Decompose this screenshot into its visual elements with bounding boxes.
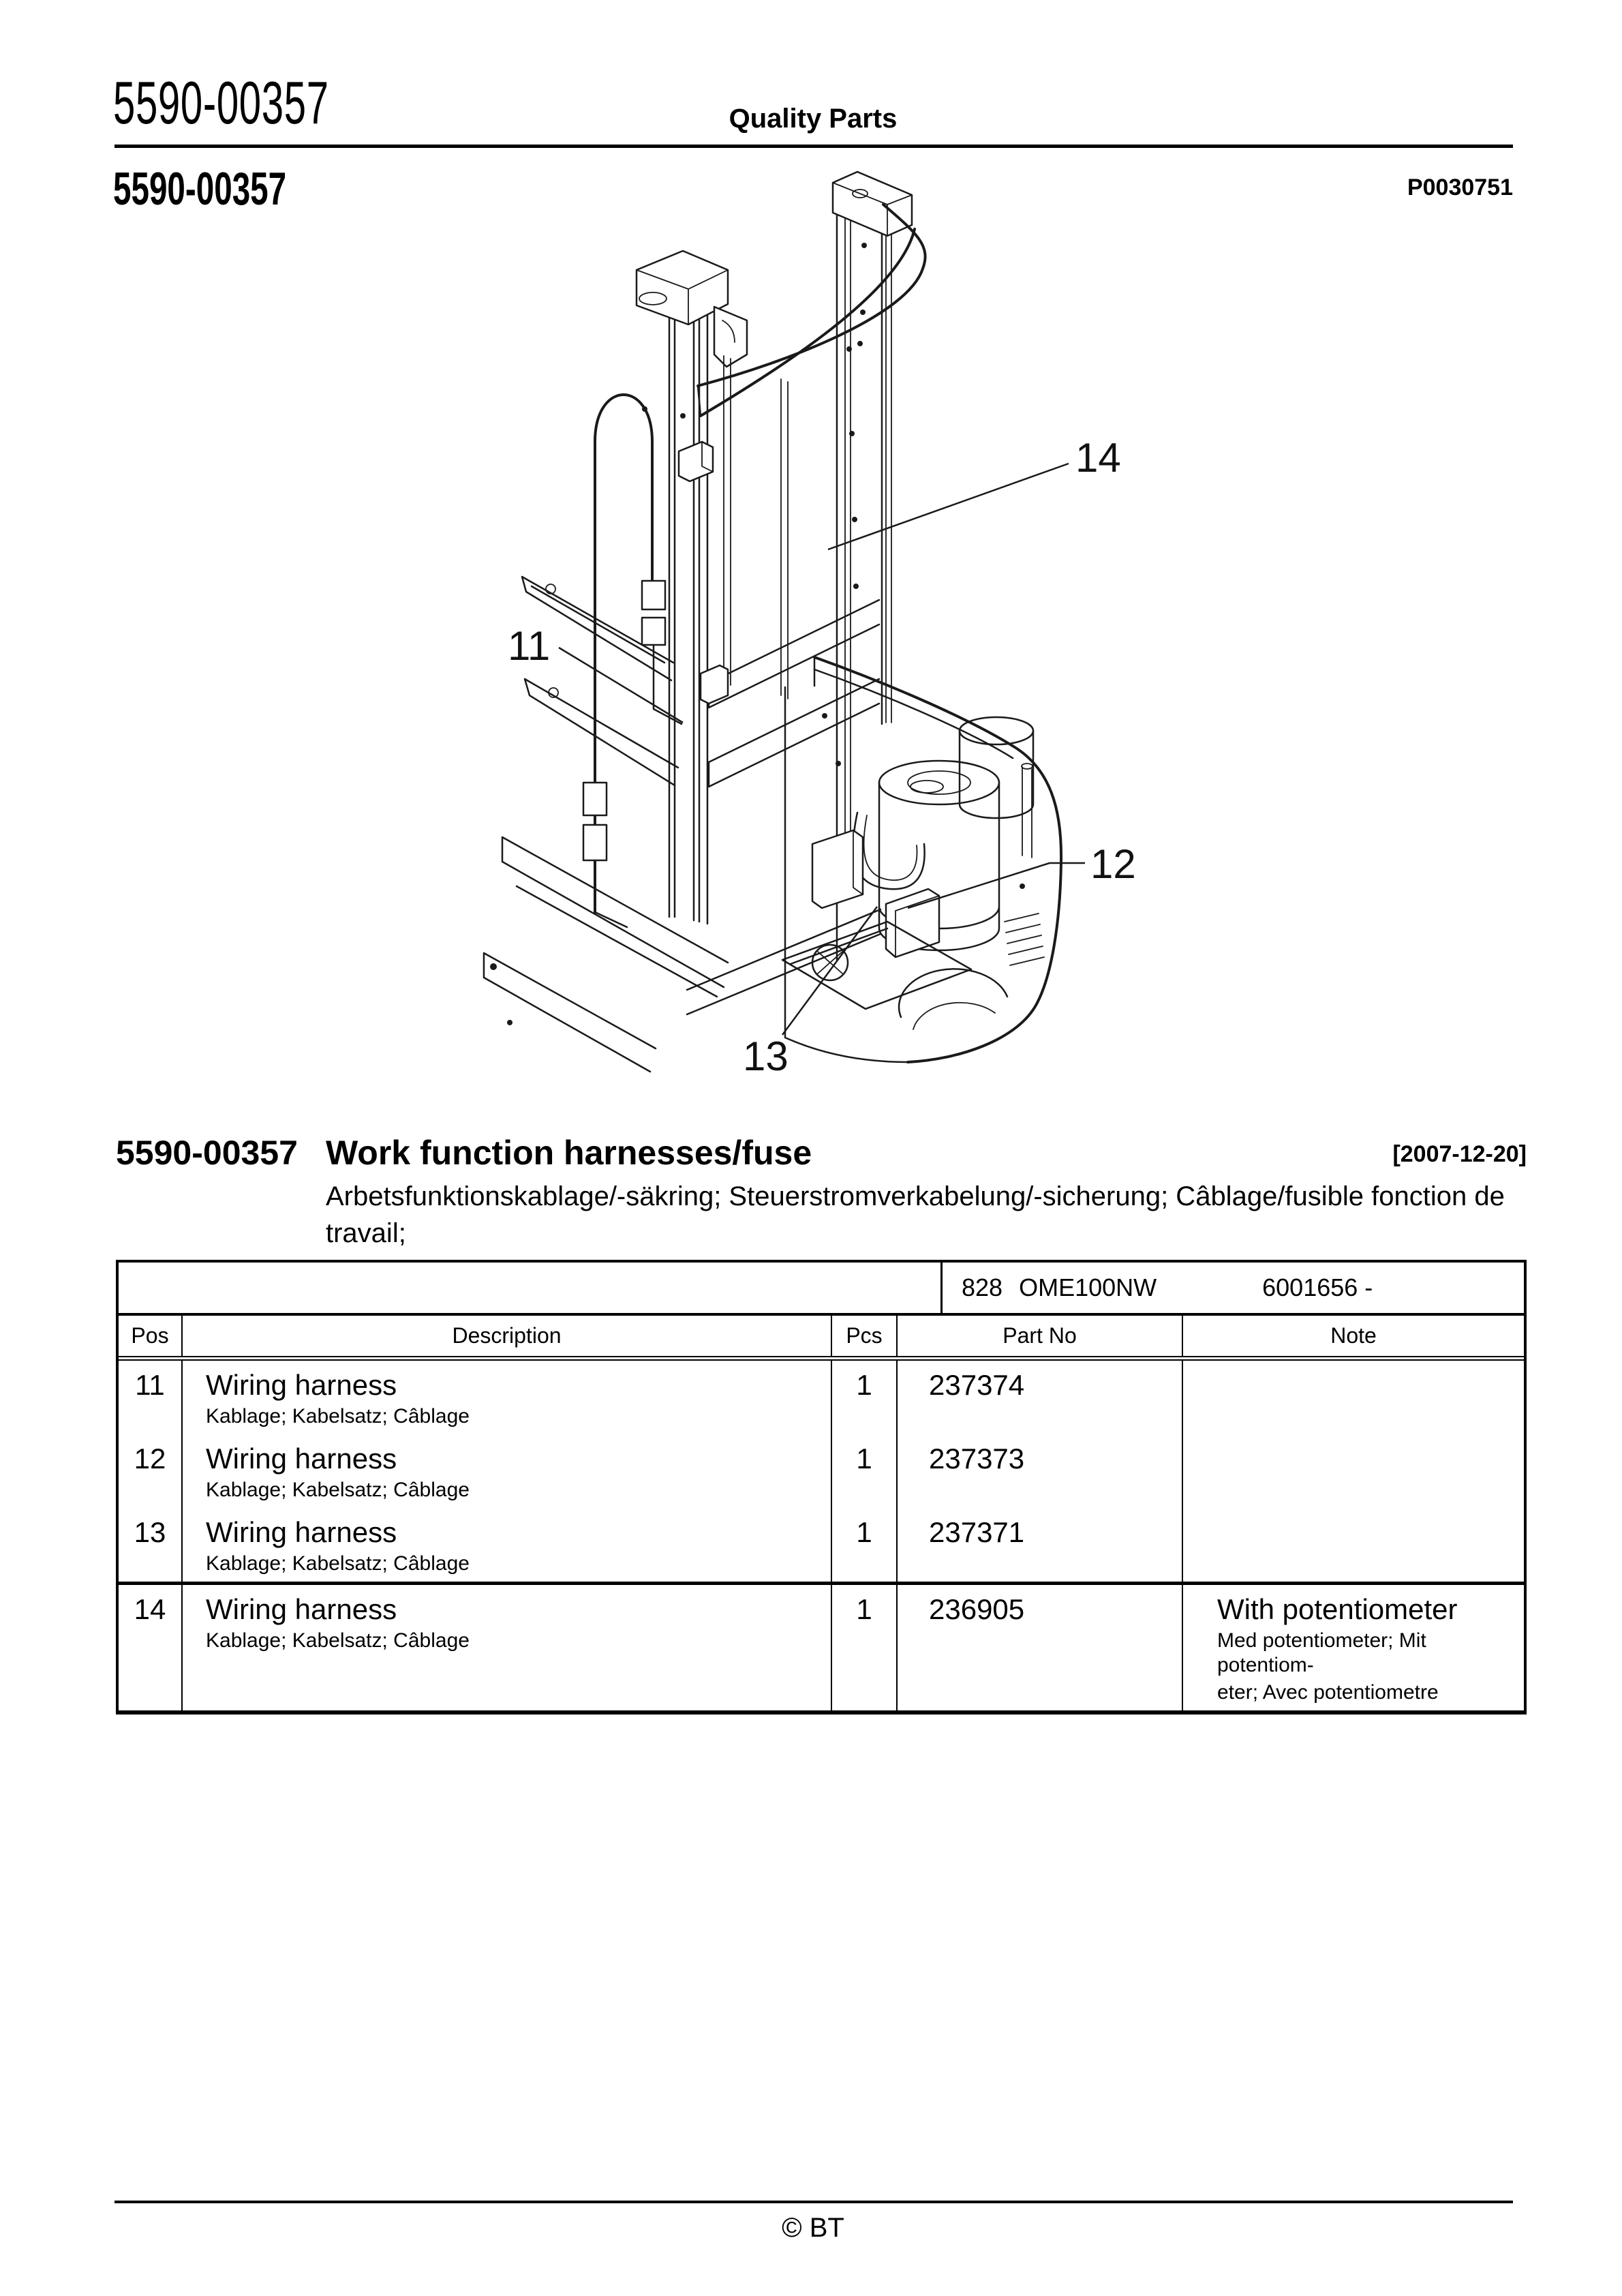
cell-pos: 11 — [119, 1361, 183, 1434]
cell-pcs: 1 — [832, 1434, 898, 1508]
mast-left-upright — [669, 308, 707, 924]
description-sub: Kablage; Kabelsatz; Câblage — [206, 1552, 470, 1575]
cell-description — [183, 1434, 832, 1508]
footer-copyright: © BT — [782, 2213, 844, 2243]
table-row — [119, 1361, 1524, 1434]
cell-note — [1183, 1434, 1524, 1508]
col-header-description: Description — [183, 1316, 832, 1356]
header-divider — [114, 145, 1513, 148]
page-title: Quality Parts — [729, 104, 898, 134]
description-main: Wiring harness — [206, 1593, 397, 1625]
note-sub-line1: Med potentiometer; Mit potentiom- — [1217, 1629, 1426, 1676]
leader-line-14 — [828, 464, 1069, 549]
pump-motor — [960, 717, 1033, 744]
electronics-box — [812, 830, 863, 908]
col-header-pos: Pos — [119, 1316, 183, 1356]
table-row — [119, 1585, 1524, 1710]
section-date: [2007-12-20] — [1392, 1141, 1527, 1167]
parts-table — [116, 1260, 1527, 1715]
fork-tine-lower — [525, 679, 678, 785]
leader-line-13 — [782, 907, 877, 1035]
description-sub: Kablage; Kabelsatz; Câblage — [206, 1629, 470, 1652]
callout-label-11: 11 — [508, 623, 551, 669]
callout-label-14: 14 — [1075, 435, 1121, 481]
cell-pcs: 1 — [832, 1508, 898, 1582]
image-reference: P0030751 — [1407, 175, 1513, 200]
cell-note — [1183, 1361, 1524, 1434]
note-main: With potentiometer — [1217, 1593, 1458, 1625]
cell-pos: 14 — [119, 1585, 183, 1710]
description-sub: Kablage; Kabelsatz; Câblage — [206, 1405, 470, 1428]
cell-note — [1183, 1585, 1524, 1710]
mast-inner-channels — [724, 356, 788, 699]
section-code: 5590-00357 — [116, 1134, 298, 1172]
model-band — [119, 1263, 1524, 1316]
base-plate — [484, 953, 656, 1072]
model-band-empty-cell — [119, 1263, 943, 1313]
model-code: 828 — [962, 1273, 1003, 1301]
harness-connector — [583, 825, 607, 860]
serial-range: 6001656 - — [1262, 1273, 1373, 1301]
cell-description — [183, 1361, 832, 1434]
guard-hook — [714, 307, 747, 367]
table-row — [119, 1434, 1524, 1508]
leader-line-11 — [559, 648, 683, 723]
section-subtitle — [326, 1178, 1505, 1252]
cell-description — [183, 1508, 832, 1582]
model-name: OME100NW — [1019, 1273, 1157, 1301]
description-sub: Kablage; Kabelsatz; Câblage — [206, 1479, 470, 1501]
description-main: Wiring harness — [206, 1369, 397, 1401]
description-main: Wiring harness — [206, 1516, 397, 1548]
col-header-note: Note — [1330, 1323, 1377, 1348]
section-title: Work function harnesses/fuse — [326, 1134, 812, 1172]
note-sub-line2: eter; Avec potentiometre — [1217, 1681, 1439, 1704]
callout-label-13: 13 — [743, 1033, 789, 1079]
cell-part-no: 236905 — [898, 1585, 1183, 1710]
cell-pos: 13 — [119, 1508, 183, 1582]
cell-part-no: 237373 — [898, 1434, 1183, 1508]
section-subtitle-line1: Arbetsfunktionskablage/-säkring; Steuerstromverkabelung/-sicherung; Câblage/fusible fonction de — [326, 1181, 1505, 1211]
harness-connector — [642, 618, 665, 645]
col-header-pcs: Pcs — [832, 1316, 898, 1356]
footer-divider — [114, 2201, 1513, 2203]
model-band-info-cell — [943, 1263, 1524, 1313]
harness-connector — [583, 783, 607, 815]
cell-description — [183, 1585, 832, 1710]
truck-illustration — [382, 164, 1199, 1118]
description-main: Wiring harness — [206, 1442, 397, 1475]
vent-louvers — [1005, 913, 1044, 965]
table-header-row — [119, 1316, 1524, 1361]
cell-note — [1183, 1508, 1524, 1582]
lower-frame-member — [687, 909, 881, 1014]
cell-part-no: 237371 — [898, 1508, 1183, 1582]
cell-pcs: 1 — [832, 1361, 898, 1434]
callout-label-12: 12 — [1090, 841, 1136, 887]
section-subtitle-line2: travail; — [326, 1218, 406, 1248]
cell-part-no: 237374 — [898, 1361, 1183, 1434]
cell-pcs: 1 — [832, 1585, 898, 1710]
harness-connector — [642, 581, 665, 609]
col-header-part-no: Part No — [898, 1316, 1183, 1356]
document-code-header: 5590-00357 — [113, 69, 329, 136]
cell-pos: 12 — [119, 1434, 183, 1508]
table-row — [119, 1508, 1524, 1585]
document-code-bold: 5590-00357 — [113, 163, 287, 215]
